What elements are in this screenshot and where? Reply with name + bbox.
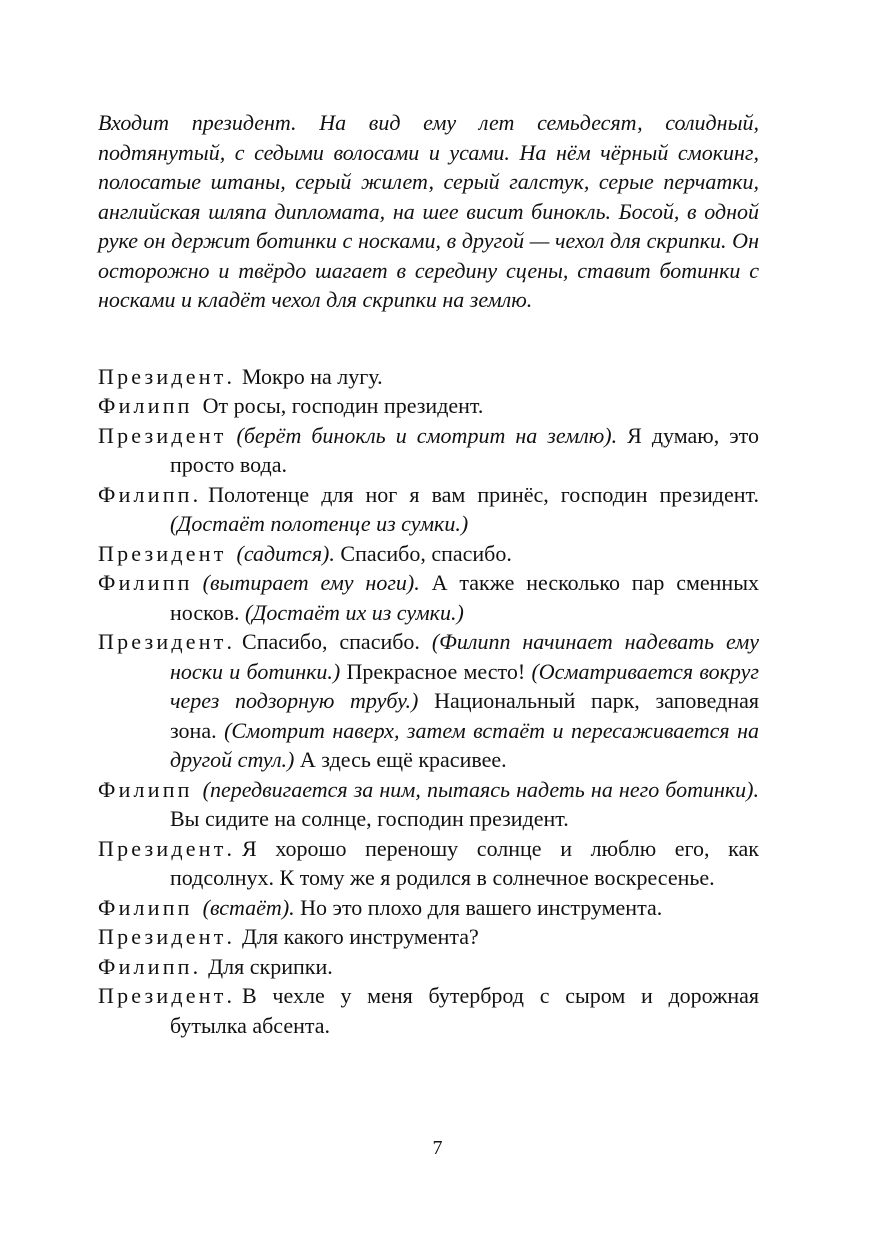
speaker-name: Президент	[98, 363, 227, 389]
speaker-name: Филипп	[98, 894, 193, 920]
speaker-punctuation: .	[192, 953, 199, 979]
speaker-punctuation: .	[226, 363, 233, 389]
dialogue-line	[98, 922, 759, 952]
speech-text: Спасибо, спасибо.	[334, 540, 512, 566]
speaker-name: Филипп	[98, 393, 193, 418]
speech-text: Для какого инструмента?	[242, 924, 479, 949]
dialogue-line	[98, 981, 759, 1040]
dialogue-block	[98, 362, 759, 1041]
speech-text: Но это плохо для вашего инструмента.	[294, 894, 663, 920]
page-content	[98, 108, 759, 1040]
speaker-punctuation: .	[192, 481, 199, 507]
stage-remark: (берёт бинокль и смотрит на землю).	[236, 422, 618, 448]
speaker-name: Филипп	[98, 570, 193, 595]
stage-remark: (Смотрит наверх, затем встаёт и пересаживается на другой стул.)	[170, 717, 759, 772]
stage-remark: (Осматривается вокруг через подзорную трубу.)	[170, 658, 759, 713]
speech-text: Я хорошо переношу солнце и люблю его, как подсолнух. К тому же я родился в солнечное воскресенье.	[170, 835, 759, 890]
speaker-name: Филипп	[98, 776, 193, 802]
stage-remark: (садится).	[236, 540, 335, 566]
stage-remark: (Достаёт полотенце из сумки.)	[170, 511, 469, 536]
speaker-name: Президент	[98, 540, 227, 566]
speech-text: Вы сидите на солнце, господин президент.	[170, 806, 569, 831]
speech-text: Мокро на лугу.	[242, 363, 383, 389]
dialogue-line	[98, 893, 759, 923]
stage-remark: (встаёт).	[202, 894, 295, 920]
speaker-punctuation: .	[226, 983, 233, 1008]
speech-text: Для скрипки.	[208, 953, 333, 979]
speaker-name: Филипп	[98, 953, 193, 979]
dialogue-line	[98, 362, 759, 392]
speaker-name: Президент	[98, 422, 227, 448]
speaker-name: Президент	[98, 835, 227, 861]
speech-text: А также несколько пар сменных носков.	[170, 570, 759, 625]
speech-text: Полотенце для ног я вам принёс, господин президент.	[208, 481, 759, 507]
dialogue-line	[98, 480, 759, 539]
speech-text: Спасибо, спасибо.	[242, 629, 432, 654]
stage-direction: Входит президент. На вид ему лет семьдесят, солидный, подтянутый, с седыми волосами и усами. На нём чёрный смокинг, полосатые штаны, серый жилет, серый галстук, серые перчатки, английская шляпа дипломата, на шее висит бинокль. Босой, в одной руке он держит ботинки с носками, в другой — чехол для скрипки. Он осторожно и твёрдо шагает в середину сцены, ставит ботинки с носками и кладёт чехол для скрипки на землю.	[98, 110, 759, 312]
dialogue-line	[98, 568, 759, 627]
speech-text: Прекрасное место!	[340, 658, 532, 684]
speaker-name: Президент	[98, 924, 227, 949]
speaker-punctuation: .	[226, 835, 233, 861]
dialogue-line	[98, 627, 759, 775]
dialogue-line	[98, 421, 759, 480]
speaker-name: Президент	[98, 629, 227, 654]
speaker-name: Президент	[98, 983, 227, 1008]
speech-text: От росы, господин президент.	[202, 393, 484, 418]
speaker-punctuation: .	[226, 629, 233, 654]
stage-remark: (вытирает ему ноги).	[202, 570, 420, 595]
speaker-punctuation: .	[226, 924, 233, 949]
speaker-name: Филипп	[98, 481, 193, 507]
speech-text: Я думаю, это просто вода.	[170, 422, 759, 477]
dialogue-line	[98, 391, 759, 421]
stage-remark: (Филипп начинает надевать ему носки и ботинки.)	[170, 629, 759, 684]
speech-text: Национальный парк, заповедная зона.	[170, 688, 760, 743]
speech-text: А здесь ещё красивее.	[294, 747, 507, 772]
page-number: 7	[432, 1137, 443, 1159]
stage-remark: (передвигается за ним, пытаясь надеть на него ботинки).	[202, 776, 759, 802]
stage-remark: (Достаёт их из сумки.)	[245, 599, 464, 625]
dialogue-line	[98, 952, 759, 982]
speech-text: В чехле у меня бутерброд с сыром и дорожная бутылка абсента.	[170, 983, 759, 1038]
dialogue-line	[98, 539, 759, 569]
dialogue-line	[98, 775, 759, 834]
dialogue-line	[98, 834, 759, 893]
